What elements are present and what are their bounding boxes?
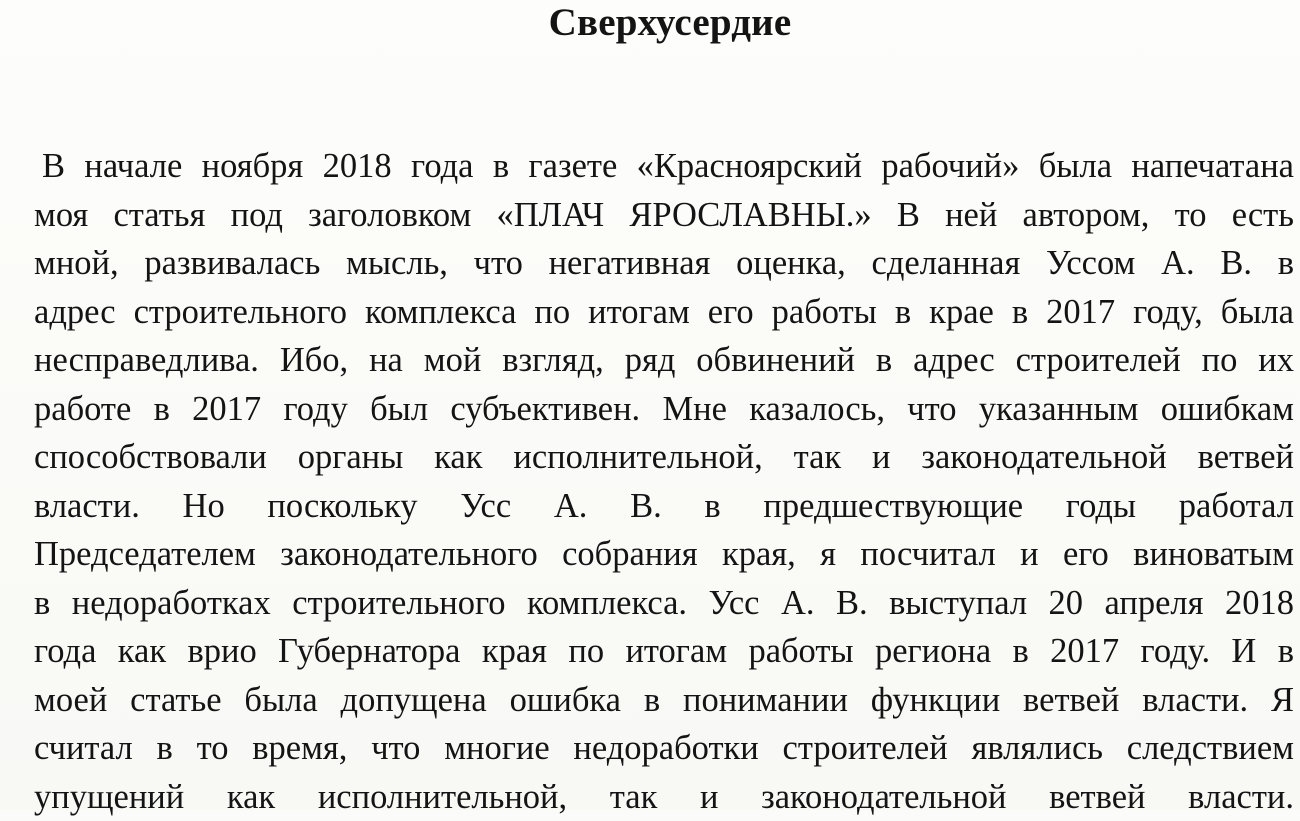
text-line: власти. Но поскольку Усс А. В. в предшествующие годы работал (34, 482, 1294, 531)
text-line: в недоработках строительного комплекса. Усс А. В. выступал 20 апреля 2018 (34, 579, 1294, 628)
text-line: работе в 2017 году был субъективен. Мне казалось, что указанным ошибкам (34, 385, 1294, 434)
text-line: года как врио Губернатора края по итогам работы региона в 2017 году. И в (34, 627, 1294, 676)
text-line: адрес строительного комплекса по итогам его работы в крае в 2017 году, была (34, 288, 1294, 337)
text-line: несправедлива. Ибо, на мой взгляд, ряд обвинений в адрес строителей по их (34, 336, 1294, 385)
document-body (34, 142, 1294, 821)
text-line: мной, развивалась мысль, что негативная оценка, сделанная Уссом А. В. в (34, 239, 1294, 288)
document-title: Сверхусердие (0, 0, 1300, 48)
text-line: моей статье была допущена ошибка в понимании функции ветвей власти. Я (34, 676, 1294, 725)
text-line: В начале ноября 2018 года в газете «Красноярский рабочий» была напечатана (34, 142, 1294, 191)
text-line: считал в то время, что многие недоработки строителей являлись следствием (34, 724, 1294, 773)
text-line: моя статья под заголовком «ПЛАЧ ЯРОСЛАВНЫ.» В ней автором, то есть (34, 191, 1294, 240)
text-line: упущений как исполнительной, так и законодательной ветвей власти. (34, 773, 1294, 821)
text-line: способствовали органы как исполнительной, так и законодательной ветвей (34, 433, 1294, 482)
text-line: Председателем законодательного собрания края, я посчитал и его виноватым (34, 530, 1294, 579)
